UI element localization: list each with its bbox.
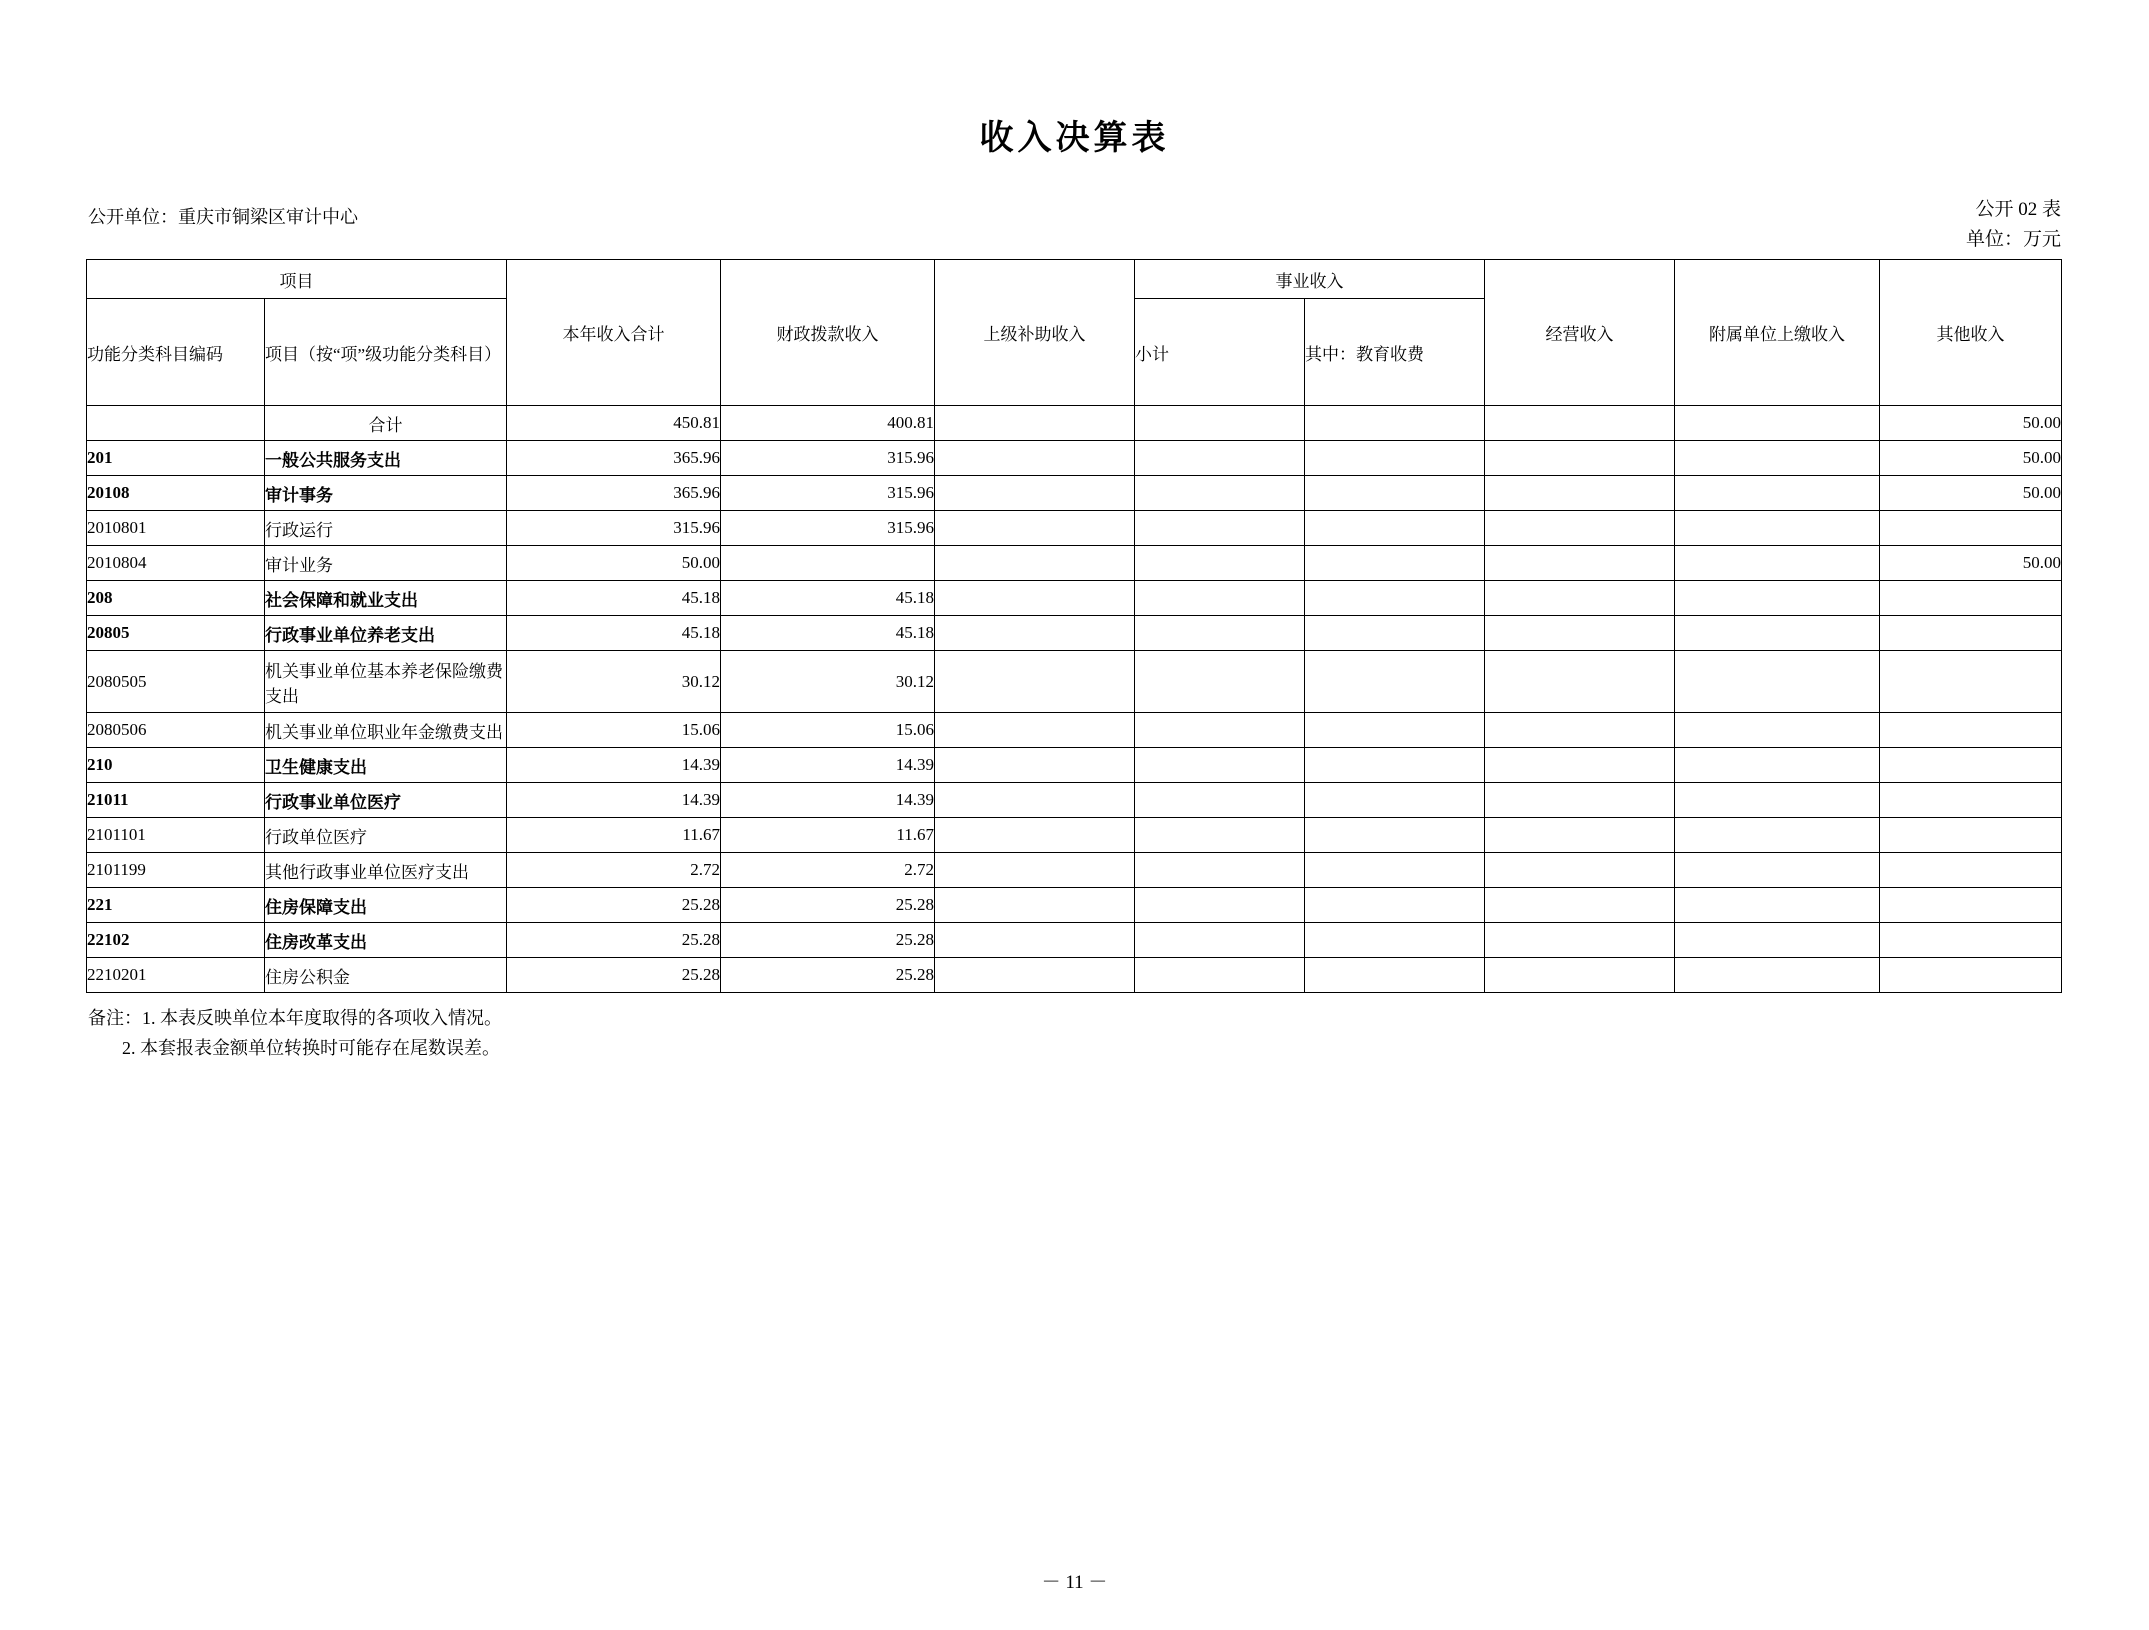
cell-name: 审计事务 [265, 476, 507, 511]
cell-subtotal [1135, 748, 1305, 783]
header-subtotal: 小计 [1135, 299, 1305, 406]
cell-education [1305, 748, 1485, 783]
cell-name: 社会保障和就业支出 [265, 581, 507, 616]
cell-year-total: 315.96 [507, 511, 721, 546]
cell-affiliate [1675, 853, 1880, 888]
cell-name: 住房改革支出 [265, 923, 507, 958]
table-row [87, 713, 2062, 748]
table-row [87, 581, 2062, 616]
cell-subtotal [1135, 406, 1305, 441]
cell-subtotal [1135, 853, 1305, 888]
cell-year-total: 25.28 [507, 923, 721, 958]
cell-fiscal: 400.81 [721, 406, 935, 441]
cell-name: 行政单位医疗 [265, 818, 507, 853]
cell-operating [1485, 748, 1675, 783]
cell-education [1305, 581, 1485, 616]
cell-subtotal [1135, 888, 1305, 923]
cell-code: 2101199 [87, 853, 265, 888]
cell-subtotal [1135, 958, 1305, 993]
table-row [87, 818, 2062, 853]
cell-superior [935, 511, 1135, 546]
cell-year-total: 450.81 [507, 406, 721, 441]
table-header-row-1 [87, 260, 2062, 299]
cell-education [1305, 958, 1485, 993]
cell-subtotal [1135, 713, 1305, 748]
cell-fiscal: 25.28 [721, 923, 935, 958]
cell-operating [1485, 958, 1675, 993]
cell-other [1880, 853, 2062, 888]
header-business-income-group: 事业收入 [1135, 260, 1485, 299]
cell-affiliate [1675, 748, 1880, 783]
cell-education [1305, 783, 1485, 818]
table-row [87, 651, 2062, 713]
cell-operating [1485, 511, 1675, 546]
cell-year-total: 25.28 [507, 888, 721, 923]
cell-code: 2080506 [87, 713, 265, 748]
cell-name: 机关事业单位职业年金缴费支出 [265, 713, 507, 748]
cell-affiliate [1675, 783, 1880, 818]
cell-code: 2080505 [87, 651, 265, 713]
cell-code: 22102 [87, 923, 265, 958]
cell-fiscal: 45.18 [721, 581, 935, 616]
cell-affiliate [1675, 581, 1880, 616]
document-meta [0, 199, 2149, 259]
cell-other [1880, 888, 2062, 923]
cell-code: 221 [87, 888, 265, 923]
table-row [87, 511, 2062, 546]
cell-code: 208 [87, 581, 265, 616]
note-line-2: 2. 本套报表金额单位转换时可能存在尾数误差。 [122, 1038, 500, 1058]
cell-affiliate [1675, 958, 1880, 993]
cell-superior [935, 783, 1135, 818]
cell-year-total: 14.39 [507, 748, 721, 783]
header-affiliate-income: 附属单位上缴收入 [1675, 260, 1880, 406]
cell-affiliate [1675, 818, 1880, 853]
cell-other: 50.00 [1880, 441, 2062, 476]
form-number: 公开 02 表 [1975, 199, 2061, 220]
cell-code: 2010801 [87, 511, 265, 546]
cell-code: 2101101 [87, 818, 265, 853]
cell-superior [935, 818, 1135, 853]
table-row [87, 616, 2062, 651]
cell-education [1305, 616, 1485, 651]
cell-subtotal [1135, 818, 1305, 853]
header-superior-subsidy: 上级补助收入 [935, 260, 1135, 406]
cell-education [1305, 441, 1485, 476]
table-row [87, 923, 2062, 958]
cell-other: 50.00 [1880, 546, 2062, 581]
cell-subtotal [1135, 923, 1305, 958]
cell-operating [1485, 818, 1675, 853]
cell-superior [935, 476, 1135, 511]
cell-year-total: 365.96 [507, 476, 721, 511]
cell-other [1880, 713, 2062, 748]
header-other-income: 其他收入 [1880, 260, 2062, 406]
cell-fiscal: 30.12 [721, 651, 935, 713]
cell-other [1880, 616, 2062, 651]
cell-education [1305, 406, 1485, 441]
cell-fiscal: 25.28 [721, 888, 935, 923]
cell-education [1305, 923, 1485, 958]
cell-name: 住房保障支出 [265, 888, 507, 923]
cell-affiliate [1675, 441, 1880, 476]
cell-code: 210 [87, 748, 265, 783]
cell-education [1305, 476, 1485, 511]
cell-operating [1485, 651, 1675, 713]
table-notes [88, 1003, 2149, 1063]
cell-other [1880, 958, 2062, 993]
header-education-fee: 其中：教育收费 [1305, 299, 1485, 406]
cell-subtotal [1135, 511, 1305, 546]
cell-fiscal: 315.96 [721, 476, 935, 511]
header-project-group: 项目 [87, 260, 507, 299]
cell-other: 50.00 [1880, 406, 2062, 441]
header-fiscal-appropriation: 财政拨款收入 [721, 260, 935, 406]
cell-name: 机关事业单位基本养老保险缴费支出 [265, 651, 507, 713]
cell-name: 行政事业单位养老支出 [265, 616, 507, 651]
page-number: － 11 － [1041, 1572, 1108, 1593]
cell-education [1305, 511, 1485, 546]
cell-affiliate [1675, 888, 1880, 923]
cell-affiliate [1675, 406, 1880, 441]
cell-year-total: 2.72 [507, 853, 721, 888]
cell-name: 行政事业单位医疗 [265, 783, 507, 818]
cell-name: 一般公共服务支出 [265, 441, 507, 476]
cell-year-total: 365.96 [507, 441, 721, 476]
table-row [87, 853, 2062, 888]
cell-subtotal [1135, 546, 1305, 581]
cell-subtotal [1135, 441, 1305, 476]
cell-subtotal [1135, 581, 1305, 616]
cell-education [1305, 818, 1485, 853]
cell-operating [1485, 923, 1675, 958]
table-row [87, 748, 2062, 783]
cell-year-total: 14.39 [507, 783, 721, 818]
cell-operating [1485, 783, 1675, 818]
header-project-name: 项目（按“项”级功能分类科目） [265, 299, 507, 406]
cell-year-total: 30.12 [507, 651, 721, 713]
cell-affiliate [1675, 546, 1880, 581]
cell-other [1880, 818, 2062, 853]
cell-subtotal [1135, 783, 1305, 818]
table-row [87, 546, 2062, 581]
table-body [87, 406, 2062, 993]
document-page [0, 110, 2149, 1630]
cell-fiscal: 2.72 [721, 853, 935, 888]
cell-code: 20805 [87, 616, 265, 651]
cell-operating [1485, 713, 1675, 748]
publishing-unit: 公开单位：重庆市铜梁区审计中心 [88, 207, 358, 227]
cell-other [1880, 651, 2062, 713]
cell-affiliate [1675, 651, 1880, 713]
cell-affiliate [1675, 923, 1880, 958]
cell-year-total: 45.18 [507, 581, 721, 616]
cell-superior [935, 923, 1135, 958]
table-row [87, 476, 2062, 511]
cell-other: 50.00 [1880, 476, 2062, 511]
cell-superior [935, 888, 1135, 923]
cell-name: 卫生健康支出 [265, 748, 507, 783]
cell-other [1880, 581, 2062, 616]
cell-fiscal: 11.67 [721, 818, 935, 853]
cell-code: 201 [87, 441, 265, 476]
cell-superior [935, 651, 1135, 713]
cell-operating [1485, 616, 1675, 651]
header-year-total: 本年收入合计 [507, 260, 721, 406]
cell-operating [1485, 581, 1675, 616]
cell-year-total: 45.18 [507, 616, 721, 651]
cell-superior [935, 581, 1135, 616]
table-row [87, 441, 2062, 476]
cell-education [1305, 853, 1485, 888]
cell-operating [1485, 888, 1675, 923]
cell-superior [935, 958, 1135, 993]
cell-year-total: 50.00 [507, 546, 721, 581]
cell-other [1880, 783, 2062, 818]
cell-operating [1485, 546, 1675, 581]
cell-superior [935, 713, 1135, 748]
cell-fiscal: 15.06 [721, 713, 935, 748]
cell-affiliate [1675, 616, 1880, 651]
cell-subtotal [1135, 651, 1305, 713]
cell-operating [1485, 441, 1675, 476]
header-function-code: 功能分类科目编码 [87, 299, 265, 406]
note-line-1: 备注：1. 本表反映单位本年度取得的各项收入情况。 [88, 1008, 502, 1028]
cell-education [1305, 713, 1485, 748]
table-row [87, 958, 2062, 993]
cell-operating [1485, 853, 1675, 888]
cell-other [1880, 748, 2062, 783]
cell-year-total: 25.28 [507, 958, 721, 993]
cell-fiscal: 14.39 [721, 783, 935, 818]
cell-education [1305, 651, 1485, 713]
form-meta [1966, 195, 2061, 255]
cell-code: 21011 [87, 783, 265, 818]
cell-code: 20108 [87, 476, 265, 511]
cell-year-total: 15.06 [507, 713, 721, 748]
cell-name: 审计业务 [265, 546, 507, 581]
cell-subtotal [1135, 616, 1305, 651]
cell-superior [935, 616, 1135, 651]
cell-subtotal [1135, 476, 1305, 511]
cell-fiscal: 45.18 [721, 616, 935, 651]
cell-fiscal: 25.28 [721, 958, 935, 993]
cell-operating [1485, 406, 1675, 441]
cell-year-total: 11.67 [507, 818, 721, 853]
cell-superior [935, 406, 1135, 441]
cell-affiliate [1675, 511, 1880, 546]
cell-other [1880, 511, 2062, 546]
table-row [87, 888, 2062, 923]
cell-affiliate [1675, 713, 1880, 748]
cell-fiscal [721, 546, 935, 581]
cell-name: 合计 [265, 406, 507, 441]
cell-name: 其他行政事业单位医疗支出 [265, 853, 507, 888]
cell-code: 2010804 [87, 546, 265, 581]
table-row [87, 783, 2062, 818]
page-title: 收入决算表 [979, 118, 1170, 158]
header-operating-income: 经营收入 [1485, 260, 1675, 406]
cell-fiscal: 315.96 [721, 511, 935, 546]
cell-fiscal: 315.96 [721, 441, 935, 476]
cell-affiliate [1675, 476, 1880, 511]
amount-unit: 单位：万元 [1965, 229, 2061, 250]
cell-superior [935, 546, 1135, 581]
cell-superior [935, 748, 1135, 783]
cell-education [1305, 888, 1485, 923]
cell-name: 行政运行 [265, 511, 507, 546]
revenue-settlement-table [86, 259, 2062, 993]
cell-name: 住房公积金 [265, 958, 507, 993]
cell-operating [1485, 476, 1675, 511]
cell-superior [935, 441, 1135, 476]
cell-fiscal: 14.39 [721, 748, 935, 783]
cell-code [87, 406, 265, 441]
cell-code: 2210201 [87, 958, 265, 993]
cell-superior [935, 853, 1135, 888]
table-row [87, 406, 2062, 441]
cell-other [1880, 923, 2062, 958]
cell-education [1305, 546, 1485, 581]
